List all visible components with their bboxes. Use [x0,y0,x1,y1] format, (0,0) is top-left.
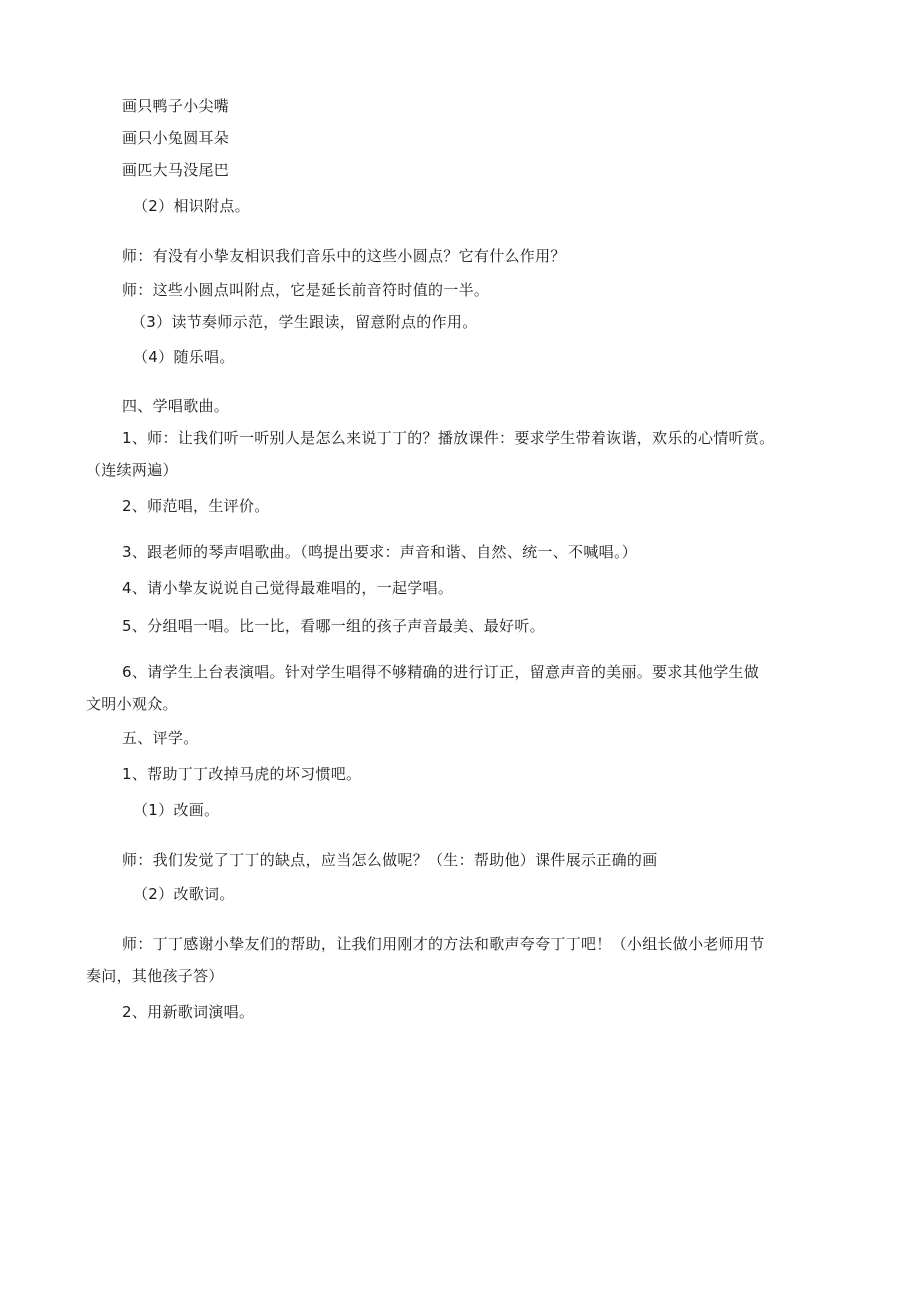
text-line: 师：丁丁感谢小挚友们的帮助，让我们用刚才的方法和歌声夸夸丁丁吧！（小组长做小老师用节 [122,935,765,953]
text-line: 师：我们发觉了丁丁的缺点，应当怎么做呢？（生：帮助他）课件展示正确的画 [122,851,658,869]
text-line: （2）相识附点。 [133,197,250,215]
text-line: 师：这些小圆点叫附点，它是延长前音符时值的一半。 [122,281,490,299]
text-line: 5、分组唱一唱。比一比，看哪一组的孩子声音最美、最好听。 [122,617,545,635]
text-line: 1、师：让我们听一听别人是怎么来说丁丁的？播放课件：要求学生带着诙谐，欢乐的心情听赏。 [122,429,775,447]
text-line: （3）读节奏师示范，学生跟读，留意附点的作用。 [131,313,478,331]
section-heading: 四、学唱歌曲。 [122,397,230,415]
section-heading: 五、评学。 [122,729,199,747]
text-line: 4、请小挚友说说自己觉得最难唱的，一起学唱。 [122,579,454,597]
text-line: （2）改歌词。 [133,885,235,903]
text-line: 画只鸭子小尖嘴 [122,97,230,115]
text-line: 师：有没有小挚友相识我们音乐中的这些小圆点？它有什么作用？ [122,247,566,265]
text-line: 2、师范唱，生评价。 [122,497,270,515]
text-line: 奏问，其他孩子答） [86,967,224,985]
text-line: （4）随乐唱。 [133,348,235,366]
text-line: 画匹大马没尾巴 [122,161,230,179]
text-line: 1、帮助丁丁改掉马虎的坏习惯吧。 [122,765,362,783]
text-line: 6、请学生上台表演唱。针对学生唱得不够精确的进行订正，留意声音的美丽。要求其他学生做 [122,663,760,681]
text-line: 2、用新歌词演唱。 [122,1003,255,1021]
text-line: （连续两遍） [86,461,178,479]
text-line: 文明小观众。 [86,695,178,713]
text-line: 画只小兔圆耳朵 [122,129,230,147]
text-line: （1）改画。 [133,801,220,819]
text-line: 3、跟老师的琴声唱歌曲。（鸣提出要求：声音和谐、自然、统一、不喊唱。） [122,543,638,561]
